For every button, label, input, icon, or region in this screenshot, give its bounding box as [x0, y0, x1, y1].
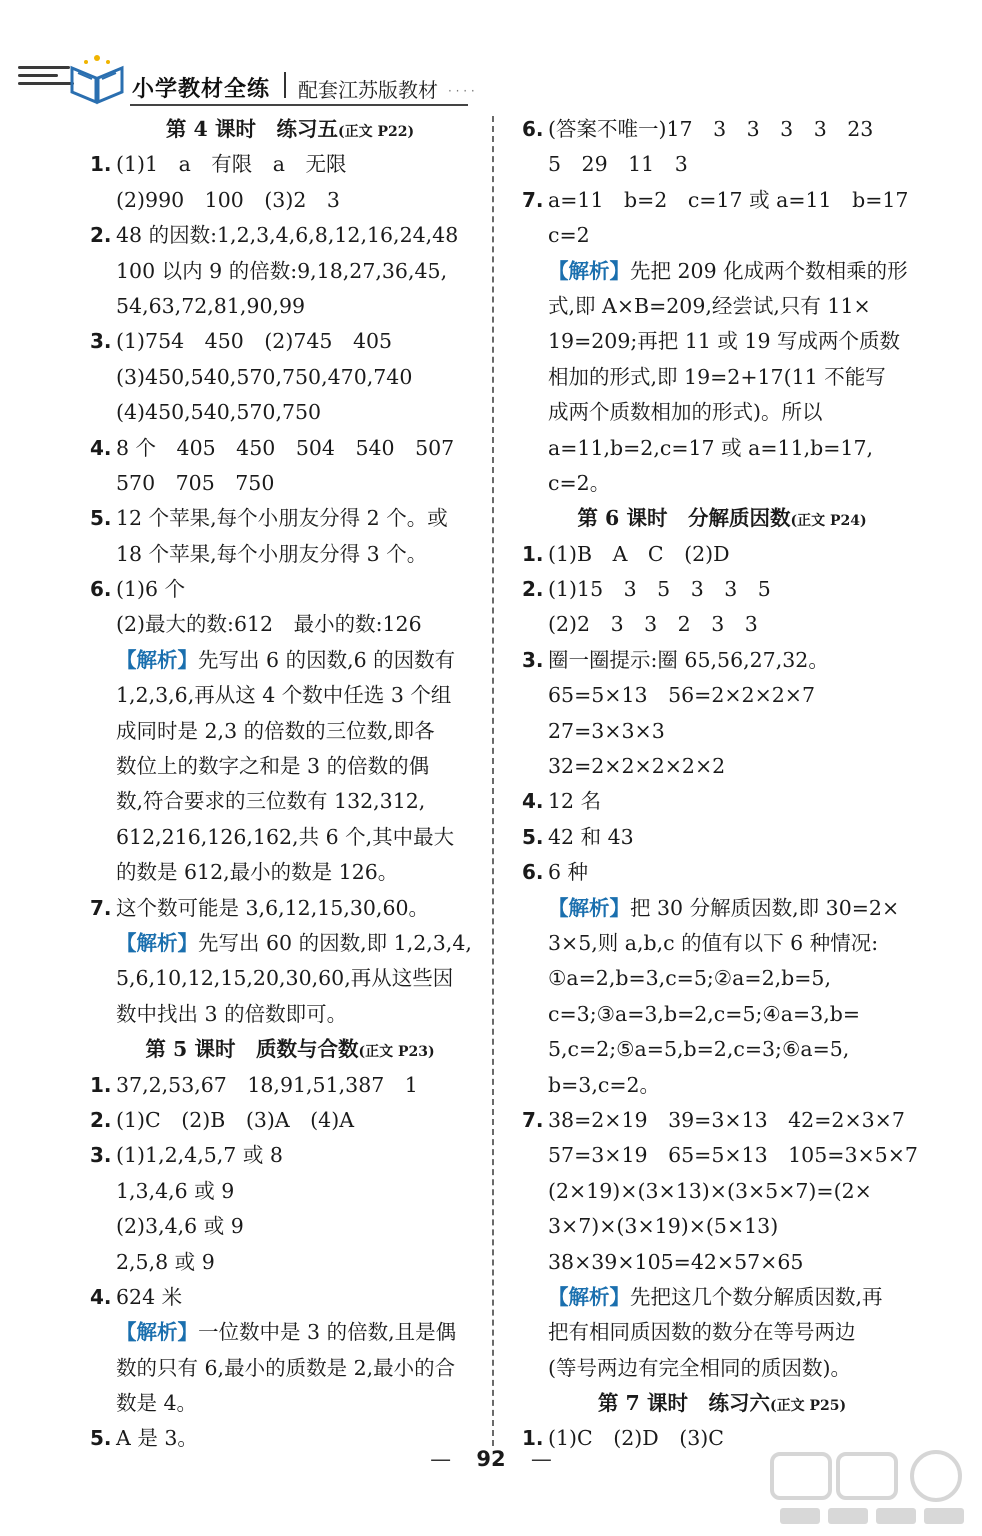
- answer-line: [522, 1032, 922, 1067]
- section-title: 第 5 课时 质数与合数: [145, 1037, 359, 1062]
- answer-item: [90, 1068, 490, 1103]
- answer-text: 先写出 60 的因数,即 1,2,3,4,: [198, 930, 472, 955]
- answer-line: [90, 1209, 490, 1244]
- header-dots: · · · ·: [448, 84, 475, 98]
- answer-text: a=11,b=2,c=17 或 a=11,b=17,: [548, 435, 874, 460]
- answer-line: [522, 218, 922, 253]
- answer-line: [522, 1280, 922, 1315]
- answer-line: [90, 1351, 490, 1386]
- item-number: 2.: [522, 577, 544, 602]
- answer-text: 相加的形式,即 19=2+17(11 不能写: [548, 364, 886, 389]
- answer-item: [90, 891, 490, 926]
- section-heading: [90, 112, 490, 147]
- answer-text: (1)1,2,4,5,7 或 8: [116, 1143, 283, 1168]
- answer-text: 3×7)×(3×19)×(5×13): [548, 1214, 779, 1239]
- answer-text: 65=5×13 56=2×2×2×7: [548, 683, 816, 708]
- answer-text: (2)2 3 3 2 3 3: [548, 612, 758, 637]
- answer-item: [522, 183, 922, 218]
- answer-text: 数,符合要求的三位数有 132,312,: [116, 789, 426, 814]
- header-separator: [284, 72, 286, 98]
- book-logo-icon: [66, 48, 128, 106]
- answer-text: 48 的因数:1,2,3,4,6,8,12,16,24,48: [116, 223, 459, 248]
- answer-text: 数的只有 6,最小的质数是 2,最小的合: [116, 1355, 456, 1380]
- answer-text: 38×39×105=42×57×65: [548, 1249, 804, 1274]
- answer-text: 19=209;再把 11 或 19 写成两个质数: [548, 329, 901, 354]
- answer-text: 式,即 A×B=209,经尝试,只有 11×: [548, 293, 871, 318]
- answer-line: [522, 1245, 922, 1280]
- item-number: 3.: [90, 329, 112, 354]
- answer-line: [90, 1386, 490, 1421]
- analysis-tag: 【解析】: [116, 1320, 198, 1345]
- answer-text: (1)15 3 5 3 3 5: [548, 577, 771, 602]
- answer-line: [90, 537, 490, 572]
- answer-line: [90, 784, 490, 819]
- header-title: 小学教材全练: [132, 77, 271, 102]
- section-page-ref: (正文 P24): [790, 513, 867, 530]
- answer-line: [90, 607, 490, 642]
- answer-text: 的数是 612,最小的数是 126。: [116, 860, 399, 885]
- answer-text: 一位数中是 3 的倍数,且是偶: [198, 1320, 457, 1345]
- answer-line: [522, 289, 922, 324]
- item-number: 1.: [90, 1072, 112, 1097]
- answer-line: [90, 1315, 490, 1350]
- section-title: 第 4 课时 练习五: [165, 117, 338, 141]
- answer-line: [90, 855, 490, 890]
- answer-text: 37,2,53,67 18,91,51,387 1: [116, 1072, 418, 1097]
- answer-text: 2,5,8 或 9: [116, 1249, 215, 1274]
- right-column: [522, 112, 922, 1457]
- item-number: 5.: [90, 506, 112, 531]
- answer-text: 5,c=2;⑤a=5,b=2,c=3;⑥a=5,: [548, 1037, 850, 1062]
- answer-line: [522, 395, 922, 430]
- answer-text: 数位上的数字之和是 3 的倍数的偶: [116, 754, 430, 779]
- footer-dash-left: —: [430, 1447, 452, 1471]
- answer-item: [522, 572, 922, 607]
- section-page-ref: (正文 P25): [769, 1398, 847, 1415]
- item-number: 1.: [522, 541, 544, 566]
- item-number: 7.: [90, 895, 112, 920]
- answer-item: [90, 1138, 490, 1173]
- header-underline: [130, 104, 468, 106]
- answer-watermark: [766, 1448, 976, 1532]
- section-heading: [522, 1386, 922, 1421]
- analysis-tag: 【解析】: [548, 258, 630, 283]
- answer-line: [90, 360, 490, 395]
- answer-text: (3)450,540,570,750,470,740: [116, 364, 413, 389]
- answer-text: 42 和 43: [548, 824, 634, 849]
- answer-text: (1)C (2)B (3)A (4)A: [116, 1107, 355, 1132]
- answer-text: c=2。: [548, 470, 611, 495]
- answer-text: 624 米: [116, 1284, 183, 1309]
- answer-line: [522, 1174, 922, 1209]
- answer-line: [90, 820, 490, 855]
- item-number: 5.: [522, 824, 544, 849]
- left-column: [90, 112, 490, 1457]
- answer-line: [522, 607, 922, 642]
- answer-item: [522, 855, 922, 890]
- answer-text: (1)6 个: [116, 577, 186, 602]
- item-number: 2.: [90, 223, 112, 248]
- answer-text: 成两个质数相加的形式)。所以: [548, 400, 823, 425]
- item-number: 4.: [90, 1284, 112, 1309]
- answer-line: [522, 1315, 922, 1350]
- answer-text: (4)450,540,570,750: [116, 400, 322, 425]
- answer-text: 1,2,3,6,再从这 4 个数中任选 3 个组: [116, 683, 452, 708]
- item-number: 7.: [522, 1107, 544, 1132]
- answer-item: [90, 1103, 490, 1138]
- page-number: 92: [476, 1447, 506, 1471]
- answer-text: 12 名: [548, 789, 602, 814]
- answer-item: [522, 112, 922, 147]
- section-page-ref: (正文 P23): [358, 1044, 435, 1061]
- analysis-tag: 【解析】: [116, 647, 198, 672]
- item-number: 5.: [90, 1426, 112, 1451]
- answer-line: [90, 289, 490, 324]
- answer-text: 把有相同质因数的数分在等号两边: [548, 1320, 856, 1345]
- answer-item: [522, 820, 922, 855]
- answer-line: [522, 1209, 922, 1244]
- page-header: [0, 0, 982, 108]
- answer-text: 27=3×3×3: [548, 718, 665, 743]
- answer-text: 这个数可能是 3,6,12,15,30,60。: [116, 895, 430, 920]
- answer-line: [522, 678, 922, 713]
- item-number: 4.: [90, 435, 112, 460]
- answer-text: 32=2×2×2×2×2: [548, 754, 726, 779]
- answer-text: 570 705 750: [116, 470, 275, 495]
- answer-text: c=2: [548, 223, 590, 248]
- answer-text: 数中找出 3 的倍数即可。: [116, 1001, 348, 1026]
- answer-text: 把 30 分解质因数,即 30=2×: [630, 895, 900, 920]
- answer-text: 5 29 11 3: [548, 152, 688, 177]
- answer-line: [90, 1174, 490, 1209]
- answer-text: c=3;③a=3,b=2,c=5;④a=3,b=: [548, 1001, 861, 1026]
- answer-line: [90, 714, 490, 749]
- footer-dash-right: —: [530, 1447, 552, 1471]
- answer-text: (2)990 100 (3)2 3: [116, 187, 340, 212]
- answer-line: [522, 961, 922, 996]
- answer-text: 18 个苹果,每个小朋友分得 3 个。: [116, 541, 428, 566]
- answer-line: [90, 1245, 490, 1280]
- answer-line: [90, 961, 490, 996]
- answer-text: 8 个 405 450 504 540 507: [116, 435, 455, 460]
- answer-item: [90, 147, 490, 182]
- answer-text: 数是 4。: [116, 1391, 198, 1416]
- item-number: 7.: [522, 187, 544, 212]
- answer-line: [522, 147, 922, 182]
- answer-item: [522, 537, 922, 572]
- answer-line: [90, 643, 490, 678]
- answer-item: [90, 218, 490, 253]
- item-number: 3.: [522, 647, 544, 672]
- answer-line: [522, 749, 922, 784]
- answer-item: [522, 784, 922, 819]
- answer-item: [522, 1103, 922, 1138]
- answer-text: 100 以内 9 的倍数:9,18,27,36,45,: [116, 258, 448, 283]
- answer-line: [522, 1138, 922, 1173]
- answer-line: [90, 183, 490, 218]
- item-number: 6.: [522, 860, 544, 885]
- answer-line: [90, 678, 490, 713]
- section-page-ref: (正文 P22): [337, 124, 415, 140]
- answer-text: 先把 209 化成两个数相乘的形: [630, 258, 908, 283]
- item-number: 3.: [90, 1143, 112, 1168]
- answer-line: [522, 997, 922, 1032]
- answer-text: (2)最大的数:612 最小的数:126: [116, 612, 422, 637]
- item-number: 6.: [522, 117, 544, 141]
- answer-text: 3×5,则 a,b,c 的值有以下 6 种情况:: [548, 930, 879, 955]
- answer-text: 圈一圈提示:圈 65,56,27,32。: [548, 647, 829, 672]
- answer-line: [522, 891, 922, 926]
- answer-text: (2×19)×(3×13)×(3×5×7)=(2×: [548, 1178, 872, 1203]
- answer-item: [90, 324, 490, 359]
- section-heading: [90, 1032, 490, 1067]
- answer-text: a=11 b=2 c=17 或 a=11 b=17: [548, 187, 909, 212]
- analysis-tag: 【解析】: [548, 895, 630, 920]
- answer-line: [522, 360, 922, 395]
- answer-line: [522, 714, 922, 749]
- answer-line: [90, 749, 490, 784]
- answer-text: (1)C (2)D (3)C: [548, 1426, 724, 1451]
- answer-text: 先把这几个数分解质因数,再: [630, 1284, 883, 1309]
- answer-text: 1,3,4,6 或 9: [116, 1178, 235, 1203]
- answer-line: [522, 1068, 922, 1103]
- item-number: 6.: [90, 577, 112, 602]
- answer-item: [90, 501, 490, 536]
- answer-text: (答案不唯一)17 3 3 3 3 23: [548, 117, 874, 141]
- section-title: 第 6 课时 分解质因数: [577, 506, 791, 531]
- header-subtitle: 配套江苏版教材: [298, 78, 438, 102]
- answer-text: 6 种: [548, 860, 589, 885]
- answer-text: b=3,c=2。: [548, 1072, 661, 1097]
- answer-text: (1)B A C (2)D: [548, 541, 730, 566]
- answer-item: [522, 643, 922, 678]
- answer-line: [90, 997, 490, 1032]
- column-divider: [492, 116, 494, 1446]
- answer-text: 612,216,126,162,共 6 个,其中最大: [116, 824, 455, 849]
- answer-text: 54,63,72,81,90,99: [116, 293, 306, 318]
- answer-text: 38=2×19 39=3×13 42=2×3×7: [548, 1107, 905, 1132]
- answer-text: (1)754 450 (2)745 405: [116, 329, 393, 354]
- answer-text: ①a=2,b=3,c=5;②a=2,b=5,: [548, 966, 831, 991]
- answer-text: (2)3,4,6 或 9: [116, 1214, 244, 1239]
- answer-text: 先写出 6 的因数,6 的因数有: [198, 647, 456, 672]
- answer-line: [522, 431, 922, 466]
- answer-line: [522, 1351, 922, 1386]
- answer-item: [90, 572, 490, 607]
- answer-line: [522, 254, 922, 289]
- answer-line: [90, 395, 490, 430]
- answer-text: (1)1 a 有限 a 无限: [116, 152, 347, 177]
- answer-item: [90, 431, 490, 466]
- answer-line: [522, 324, 922, 359]
- item-number: 2.: [90, 1107, 112, 1132]
- analysis-tag: 【解析】: [116, 930, 198, 955]
- answer-text: 12 个苹果,每个小朋友分得 2 个。或: [116, 506, 448, 531]
- answer-line: [90, 466, 490, 501]
- answer-item: [90, 1280, 490, 1315]
- item-number: 4.: [522, 789, 544, 814]
- analysis-tag: 【解析】: [548, 1284, 630, 1309]
- answer-line: [522, 926, 922, 961]
- section-title: 第 7 课时 练习六: [597, 1391, 770, 1416]
- answer-line: [522, 466, 922, 501]
- answer-line: [90, 254, 490, 289]
- item-number: 1.: [90, 152, 112, 177]
- answer-text: 5,6,10,12,15,20,30,60,再从这些因: [116, 966, 454, 991]
- item-number: 1.: [522, 1426, 544, 1451]
- answer-text: (等号两边有完全相同的质因数)。: [548, 1355, 851, 1380]
- section-heading: [522, 501, 922, 536]
- answer-text: 57=3×19 65=5×13 105=3×5×7: [548, 1143, 918, 1168]
- answer-text: A 是 3。: [116, 1426, 198, 1451]
- answer-line: [90, 926, 490, 961]
- answer-text: 成同时是 2,3 的倍数的三位数,即各: [116, 718, 435, 743]
